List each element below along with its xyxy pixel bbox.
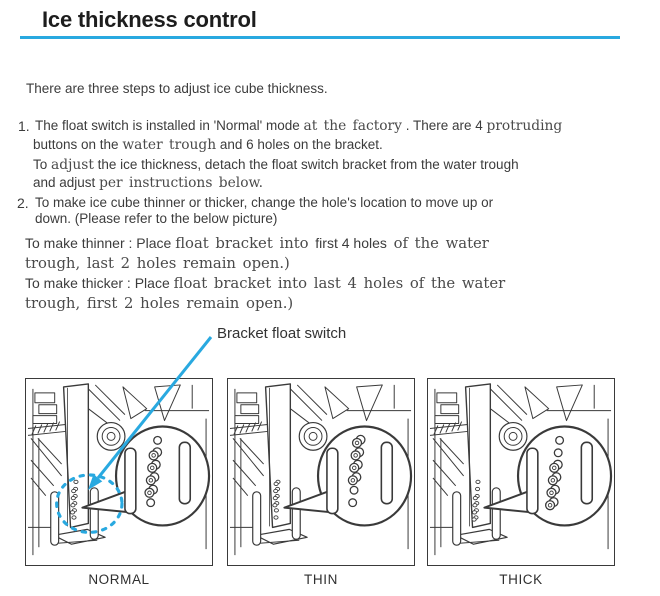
diagram-panel-thin <box>227 378 415 566</box>
make-thinner-seg-b: float bracket into <box>175 235 316 252</box>
intro-text-segment: There are three steps to adjust ice cube thickness. <box>26 81 328 96</box>
make-thinner-line-2 <box>25 255 290 272</box>
step-1-line-2-seg-a: buttons on the <box>33 137 123 152</box>
step-1-line-4-seg-b: per instructions below. <box>99 175 264 191</box>
step-1-line-1-seg-a: The float switch is installed in 'Normal' mode <box>35 118 304 133</box>
thin-line-art <box>228 379 414 565</box>
make-thinner-line-2-seg: trough, last 2 holes remain open.) <box>25 255 290 272</box>
make-thicker-seg-a: To make thicker : Place <box>25 275 174 291</box>
step-1-line-3-seg-b: adjust <box>51 157 94 173</box>
step-1-line-2-seg-c: and 6 holes on the bracket. <box>216 137 383 152</box>
step-1-line-4-seg-a: and adjust <box>33 175 100 190</box>
step-1-line-4 <box>33 175 263 191</box>
step-1-line-3-seg-c: the ice thickness, detach the float switch bracket from the water trough <box>93 157 519 172</box>
make-thinner-seg-c: first 4 holes <box>315 235 387 251</box>
make-thinner-line-1 <box>25 235 489 252</box>
step-1-line-3 <box>33 157 519 173</box>
diagram-panel-thick <box>427 378 615 566</box>
thick-line-art <box>428 379 614 565</box>
step-2-number: 2. <box>17 195 29 211</box>
step-2-line-2-seg: down. (Please refer to the below picture) <box>35 211 278 226</box>
caption-thin: THIN <box>304 572 338 587</box>
step-2-line-1 <box>35 195 493 210</box>
page-title: Ice thickness control <box>42 7 257 32</box>
step-1-line-1 <box>35 118 562 134</box>
bracket-float-switch-label: Bracket float switch <box>217 325 347 342</box>
make-thinner-seg-d: of the water <box>386 235 489 252</box>
step-1-line-1-seg-c: . There are 4 <box>401 118 487 133</box>
diagram-panel-normal <box>25 378 213 566</box>
step-2-line-1-seg: To make ice cube thinner or thicker, change the hole's location to move up or <box>35 195 494 210</box>
normal-line-art <box>26 379 212 565</box>
step-1-line-1-seg-d: protruding <box>486 118 563 134</box>
step-1-line-3-seg-a: To <box>33 157 52 172</box>
step-1-line-1-seg-b: at the factory <box>303 118 402 134</box>
title-underline-divider <box>20 36 620 39</box>
step-1-line-2 <box>33 137 383 153</box>
step-1-number: 1. <box>18 118 30 134</box>
caption-normal: NORMAL <box>88 572 150 587</box>
make-thicker-seg-b: float bracket into last 4 holes of the water <box>173 275 506 292</box>
make-thicker-line-1 <box>25 275 505 292</box>
make-thicker-line-2 <box>25 295 293 312</box>
make-thinner-seg-a: To make thinner : Place <box>25 235 176 251</box>
make-thicker-line-2-seg: trough, first 2 holes remain open.) <box>25 295 294 312</box>
intro-text <box>26 81 328 96</box>
caption-thick: THICK <box>499 572 543 587</box>
step-2-line-2 <box>35 211 277 226</box>
step-1-line-2-seg-b: water trough <box>122 137 217 153</box>
